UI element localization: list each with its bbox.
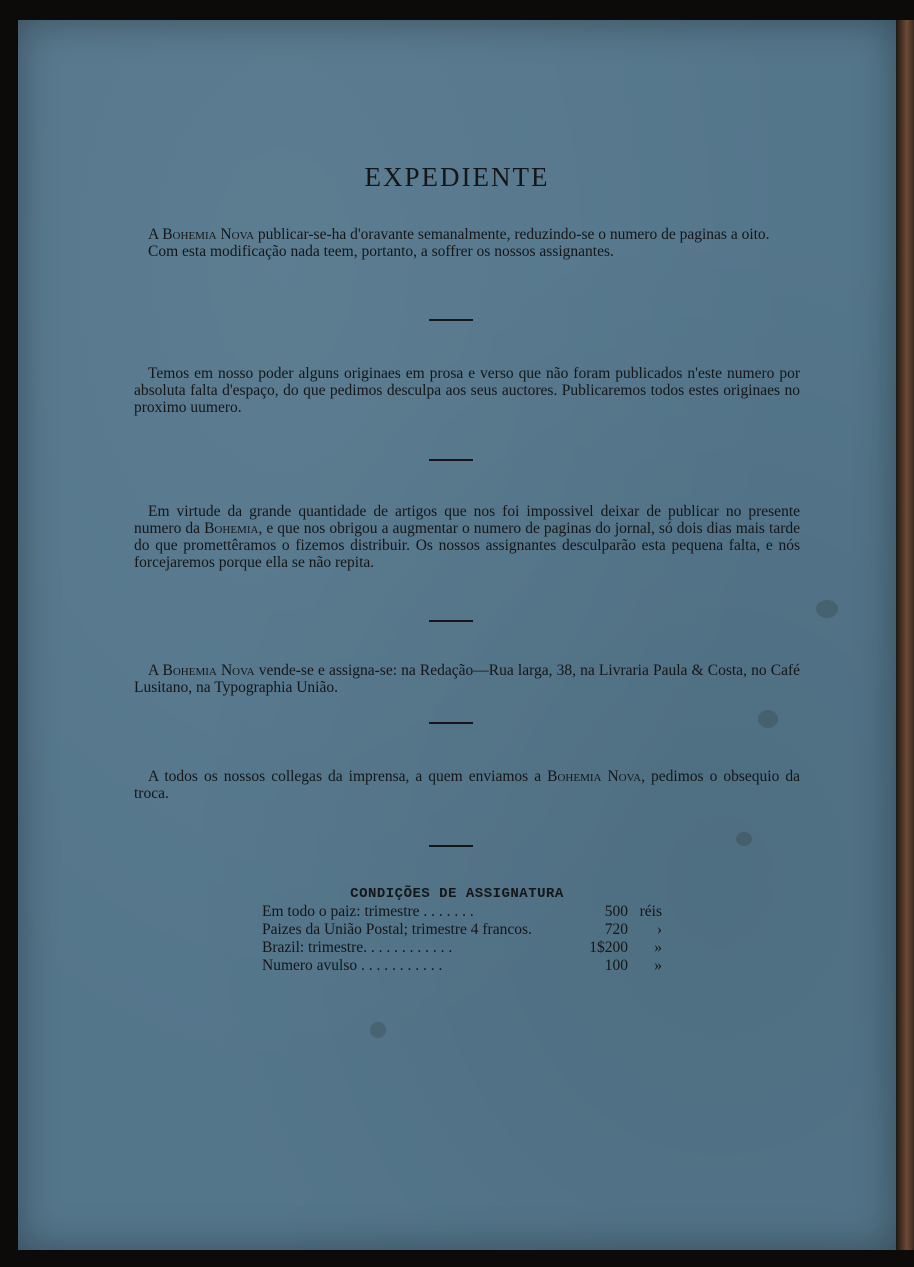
price-amount: 720: [604, 921, 628, 938]
paper-stain: [816, 600, 838, 618]
notice-line: A Bohemia Nova vende-se e assigna-se: na Redação—Rua larga, 38, na Livraria Paula & Costa, no Café Lusitano, na Typographia União.: [134, 662, 800, 696]
price-label: Paizes da União Postal; trimestre 4 francos.: [262, 921, 532, 938]
section-divider: [429, 459, 473, 461]
price-row: [262, 921, 662, 939]
price-unit: »: [654, 939, 662, 956]
section-divider: [429, 722, 473, 724]
section-divider: [429, 845, 473, 847]
price-unit: ›: [656, 921, 662, 938]
price-label: Em todo o paiz: trimestre . . . . . . .: [262, 903, 474, 920]
price-amount: 500: [604, 903, 628, 920]
notice-paragraph-5: [134, 768, 800, 802]
notice-paragraph-1: [134, 226, 800, 260]
notice-paragraph-4: [134, 662, 800, 696]
subscription-price-table: [262, 903, 662, 975]
paper-stain: [736, 832, 752, 846]
notice-paragraph-3: [134, 503, 800, 571]
price-label: Numero avulso . . . . . . . . . . .: [262, 957, 443, 974]
notice-line: A todos os nossos collegas da imprensa, a quem enviamos a Bohemia Nova, pedimos o obsequio da troca.: [134, 768, 800, 802]
notice-line: A Bohemia Nova publicar-se-ha d'oravante semanalmente, reduzindo-se o numero de paginas a oito.: [148, 226, 770, 243]
section-divider: [429, 319, 473, 321]
price-unit: »: [654, 957, 662, 974]
document-page: [18, 20, 896, 1250]
price-row: [262, 939, 662, 957]
paper-stain: [758, 710, 778, 728]
section-divider: [429, 620, 473, 622]
notice-line: Em virtude da grande quantidade de artigos que nos foi impossivel deixar de publicar no presente numero da Bohemia, e que nos obrigou a augmentar o numero de paginas do jornal, só dois dias mais tarde do que promettêramos o fizemos distribuir. Os nossos assignantes desculparão esta pequena falta, e nós forcejaremos porque ella se não repita.: [134, 503, 800, 571]
price-unit: réis: [639, 903, 662, 920]
price-label: Brazil: trimestre. . . . . . . . . . . .: [262, 939, 453, 956]
paper-stain: [370, 1022, 386, 1038]
notice-line: Com esta modificação nada teem, portanto, a soffrer os nossos assignantes.: [148, 243, 614, 260]
page-title: EXPEDIENTE: [364, 162, 550, 192]
notice-line: Temos em nosso poder alguns originaes em prosa e verso que não foram publicados n'este numero por absoluta falta d'espaço, do que pedimos desculpa aos seus auctores. Publicaremos todos estes originaes no proximo uumero.: [134, 365, 800, 416]
price-amount: 1$200: [589, 939, 628, 956]
notice-paragraph-2: [134, 365, 800, 416]
price-row: [262, 957, 662, 975]
price-row: [262, 903, 662, 921]
price-amount: 100: [604, 957, 628, 974]
conditions-title: CONDIÇÕES DE ASSIGNATURA: [350, 886, 564, 902]
adjacent-page-edge: [896, 20, 914, 1250]
